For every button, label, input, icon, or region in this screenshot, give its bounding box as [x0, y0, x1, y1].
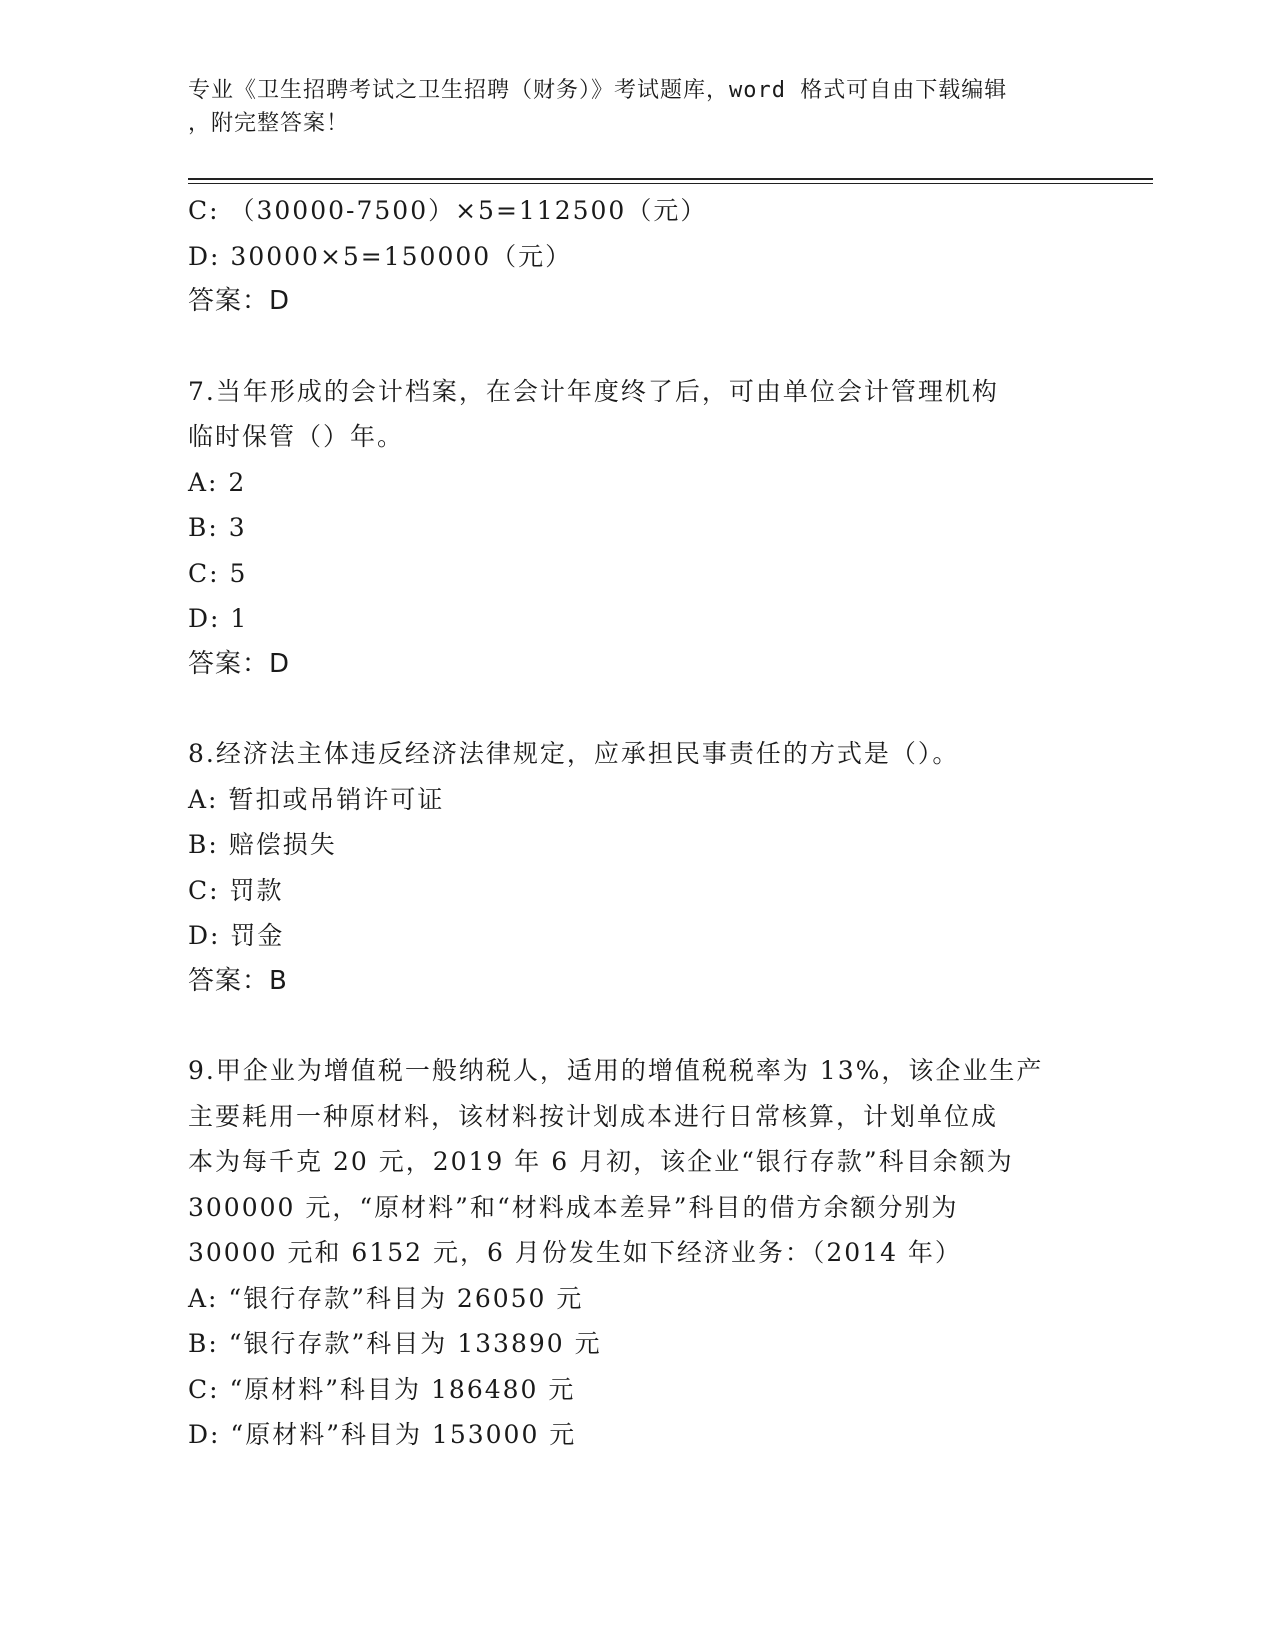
- document-header: [188, 74, 1088, 140]
- spacer: [188, 325, 1088, 369]
- option-a: A: 暂扣或吊销许可证: [188, 784, 445, 814]
- header-line-2: ，附完整答案！: [188, 111, 350, 136]
- option-d: D: “原材料”科目为 153000 元: [188, 1420, 577, 1449]
- spacer: [188, 687, 1088, 731]
- header-divider-thin: [188, 183, 1153, 184]
- question-text: 主要耗用一种原材料，该材料按计划成本进行日常核算，计划单位成: [188, 1101, 999, 1131]
- question-text: 300000 元，“原材料”和“材料成本差异”科目的借方余额分别为: [188, 1192, 959, 1222]
- option-d: D: 1: [188, 604, 249, 633]
- option-b: B: 3: [188, 513, 247, 542]
- question-list: [188, 188, 1088, 1458]
- question-block-9: [188, 1048, 1088, 1458]
- spacer: [188, 1004, 1088, 1048]
- header-divider-thick: [188, 178, 1153, 180]
- option-d: D: 罚金: [188, 921, 285, 950]
- option-a: A: 2: [188, 467, 247, 497]
- question-block-7: [188, 369, 1088, 688]
- option-c: C: 罚款: [188, 875, 284, 905]
- option-a: A: “银行存款”科目为 26050 元: [188, 1283, 584, 1313]
- option-b: B: 赔偿损失: [188, 830, 337, 859]
- option-c: C: 5: [188, 558, 248, 588]
- question-text: 本为每千克 20 元，2019 年 6 月初，该企业“银行存款”科目余额为: [188, 1147, 1014, 1176]
- option-c: C: （30000-7500）×5=112500（元）: [188, 196, 708, 225]
- option-c: C: “原材料”科目为 186480 元: [188, 1374, 576, 1404]
- answer-line: 答案：D: [188, 648, 291, 679]
- question-text: 9.甲企业为增值税一般纳税人，适用的增值税税率为 13%，该企业生产: [188, 1056, 1044, 1085]
- question-text: 7.当年形成的会计档案，在会计年度终了后，可由单位会计管理机构: [188, 376, 999, 406]
- question-text: 8.经济法主体违反经济法律规定，应承担民事责任的方式是（）。: [188, 739, 960, 768]
- option-b: B: “银行存款”科目为 133890 元: [188, 1329, 602, 1358]
- answer-line: 答案：B: [188, 965, 288, 996]
- question-block-8: [188, 731, 1088, 1004]
- answer-line: 答案：D: [188, 286, 291, 316]
- option-d: D: 30000×5=150000（元）: [188, 241, 573, 271]
- question-text: 30000 元和 6152 元，6 月份发生如下经济业务：（2014 年）: [188, 1238, 962, 1267]
- header-line-1: 专业《卫生招聘考试之卫生招聘（财务）》考试题库，word 格式可自由下载编辑: [188, 78, 1008, 103]
- question-block-6-continued: [188, 188, 1088, 325]
- question-text: 临时保管（）年。: [188, 422, 405, 451]
